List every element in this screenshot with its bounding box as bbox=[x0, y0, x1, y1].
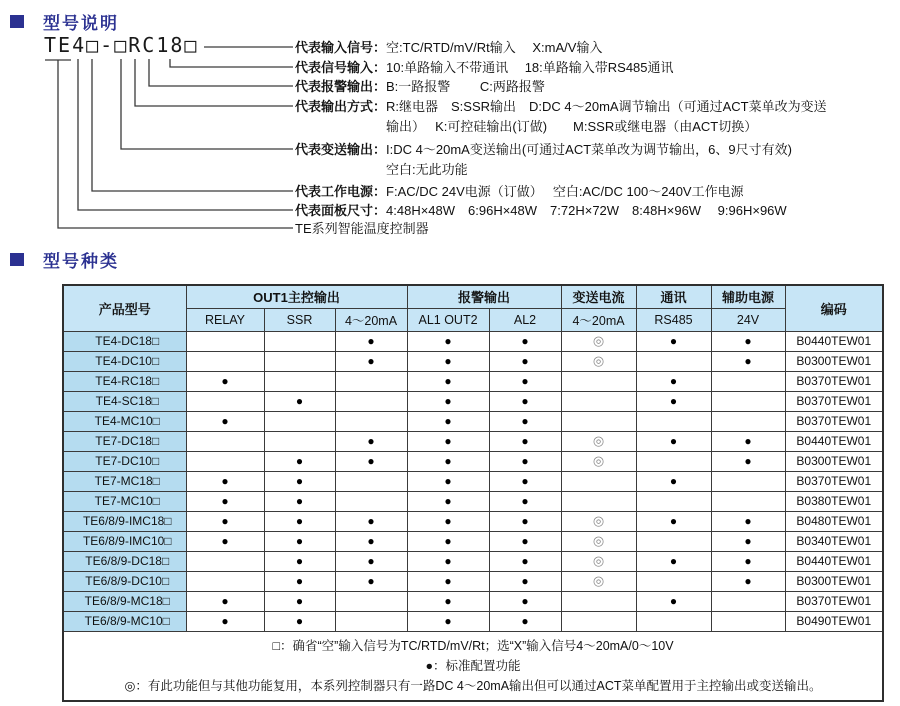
table-row bbox=[63, 591, 883, 611]
empty-cell bbox=[561, 491, 636, 511]
dot-mark: ● bbox=[335, 531, 407, 551]
code-cell: B0300TEW01 bbox=[785, 451, 883, 471]
table-row bbox=[63, 511, 883, 531]
table-row bbox=[63, 411, 883, 431]
empty-cell bbox=[264, 351, 335, 371]
empty-cell bbox=[636, 571, 711, 591]
dot-mark: ● bbox=[407, 431, 489, 451]
dot-mark: ● bbox=[711, 511, 785, 531]
model-cell: TE6/8/9-DC18□ bbox=[63, 551, 186, 571]
branch-label: 代表变送输出： bbox=[295, 142, 387, 157]
dot-mark: ● bbox=[489, 531, 561, 551]
section2-header bbox=[10, 247, 119, 272]
table-row bbox=[63, 551, 883, 571]
header-ssr: SSR bbox=[264, 308, 335, 331]
model-cell: TE4-RC18□ bbox=[63, 371, 186, 391]
dot-mark: ● bbox=[335, 331, 407, 351]
dot-mark: ● bbox=[186, 471, 264, 491]
branch-label: 代表信号输入： bbox=[295, 60, 387, 75]
model-cell: TE7-DC10□ bbox=[63, 451, 186, 471]
notes-row bbox=[63, 631, 883, 701]
empty-cell bbox=[711, 391, 785, 411]
header-alarm-group: 报警输出 bbox=[407, 285, 561, 308]
model-cell: TE4-MC10□ bbox=[63, 411, 186, 431]
dot-mark: ● bbox=[489, 331, 561, 351]
code-cell: B0480TEW01 bbox=[785, 511, 883, 531]
empty-cell bbox=[711, 411, 785, 431]
dot-mark: ● bbox=[711, 551, 785, 571]
empty-cell bbox=[335, 611, 407, 631]
dot-mark: ● bbox=[264, 511, 335, 531]
dot-mark: ● bbox=[335, 551, 407, 571]
dot-mark: ● bbox=[407, 491, 489, 511]
empty-cell bbox=[561, 611, 636, 631]
empty-cell bbox=[636, 451, 711, 471]
dot-mark: ● bbox=[711, 331, 785, 351]
empty-cell bbox=[335, 411, 407, 431]
empty-cell bbox=[186, 551, 264, 571]
empty-cell bbox=[186, 391, 264, 411]
code-cell: B0370TEW01 bbox=[785, 411, 883, 431]
dot-mark: ● bbox=[636, 371, 711, 391]
dot-mark: ● bbox=[186, 611, 264, 631]
ring-mark: ◎ bbox=[561, 551, 636, 571]
branch-row bbox=[295, 77, 545, 97]
table-row bbox=[63, 471, 883, 491]
dot-mark: ● bbox=[489, 391, 561, 411]
dot-mark: ● bbox=[711, 431, 785, 451]
branch-text: 10:单路输入不带通讯 18:单路输入带RS485通讯 bbox=[386, 60, 674, 75]
ring-mark: ◎ bbox=[561, 351, 636, 371]
dot-mark: ● bbox=[489, 611, 561, 631]
code-cell: B0300TEW01 bbox=[785, 351, 883, 371]
branch-row bbox=[295, 38, 602, 58]
dot-mark: ● bbox=[407, 511, 489, 531]
header-out1-group: OUT1主控输出 bbox=[186, 285, 407, 308]
empty-cell bbox=[264, 331, 335, 351]
dot-mark: ● bbox=[489, 511, 561, 531]
dot-mark: ● bbox=[711, 451, 785, 471]
dot-mark: ● bbox=[407, 391, 489, 411]
empty-cell bbox=[561, 591, 636, 611]
dot-mark: ● bbox=[636, 331, 711, 351]
empty-cell bbox=[636, 531, 711, 551]
tree-line-power-supply bbox=[92, 59, 293, 191]
dot-mark: ● bbox=[264, 391, 335, 411]
code-cell: B0440TEW01 bbox=[785, 431, 883, 451]
empty-cell bbox=[561, 471, 636, 491]
dot-mark: ● bbox=[407, 571, 489, 591]
empty-cell bbox=[335, 371, 407, 391]
tree-line-signal-input bbox=[170, 59, 293, 67]
dot-mark: ● bbox=[335, 351, 407, 371]
dot-mark: ● bbox=[711, 351, 785, 371]
code-cell: B0370TEW01 bbox=[785, 371, 883, 391]
dot-mark: ● bbox=[186, 531, 264, 551]
header-al2: AL2 bbox=[489, 308, 561, 331]
dot-mark: ● bbox=[264, 611, 335, 631]
model-type-table bbox=[62, 284, 884, 702]
dot-mark: ● bbox=[335, 571, 407, 591]
dot-mark: ● bbox=[407, 531, 489, 551]
table-row bbox=[63, 371, 883, 391]
header-relay: RELAY bbox=[186, 308, 264, 331]
empty-cell bbox=[264, 411, 335, 431]
header-auxpower-group: 辅助电源 bbox=[711, 285, 785, 308]
code-cell: B0370TEW01 bbox=[785, 591, 883, 611]
branch-text: 空白:无此功能 bbox=[386, 162, 468, 177]
dot-mark: ● bbox=[636, 551, 711, 571]
empty-cell bbox=[636, 611, 711, 631]
table-row bbox=[63, 331, 883, 351]
empty-cell bbox=[711, 491, 785, 511]
empty-cell bbox=[264, 431, 335, 451]
dot-mark: ● bbox=[489, 491, 561, 511]
dot-mark: ● bbox=[489, 351, 561, 371]
header-420ma-transmit: 4～20mA bbox=[561, 308, 636, 331]
model-table-body bbox=[63, 331, 883, 631]
code-cell: B0440TEW01 bbox=[785, 551, 883, 571]
dot-mark: ● bbox=[407, 551, 489, 571]
note-dot-symbol: ●：标准配置功能 bbox=[425, 658, 521, 673]
ring-mark: ◎ bbox=[561, 571, 636, 591]
square-bullet-icon bbox=[10, 253, 24, 266]
dot-mark: ● bbox=[407, 331, 489, 351]
branch-label: 代表报警输出： bbox=[295, 79, 387, 94]
empty-cell bbox=[636, 351, 711, 371]
table-row bbox=[63, 451, 883, 471]
branch-text: 输出） K:可控硅输出(订做) M:SSR或继电器（由ACT切换） bbox=[386, 119, 758, 134]
model-cell: TE4-DC10□ bbox=[63, 351, 186, 371]
ring-mark: ◎ bbox=[561, 511, 636, 531]
dot-mark: ● bbox=[264, 591, 335, 611]
table-row bbox=[63, 531, 883, 551]
model-cell: TE7-MC18□ bbox=[63, 471, 186, 491]
empty-cell bbox=[711, 371, 785, 391]
code-cell: B0340TEW01 bbox=[785, 531, 883, 551]
dot-mark: ● bbox=[407, 451, 489, 471]
model-cell: TE7-DC18□ bbox=[63, 431, 186, 451]
dot-mark: ● bbox=[264, 531, 335, 551]
dot-mark: ● bbox=[186, 371, 264, 391]
empty-cell bbox=[186, 351, 264, 371]
code-cell: B0440TEW01 bbox=[785, 331, 883, 351]
dot-mark: ● bbox=[407, 591, 489, 611]
empty-cell bbox=[186, 451, 264, 471]
empty-cell bbox=[711, 591, 785, 611]
table-row bbox=[63, 351, 883, 371]
branch-text: 空:TC/RTD/mV/Rt输入 X:mA/V输入 bbox=[386, 40, 603, 55]
dot-mark: ● bbox=[186, 591, 264, 611]
dot-mark: ● bbox=[407, 611, 489, 631]
table-row bbox=[63, 431, 883, 451]
dot-mark: ● bbox=[186, 511, 264, 531]
table-notes bbox=[63, 631, 883, 701]
dot-mark: ● bbox=[489, 571, 561, 591]
branch-text: 4:48H×48W 6:96H×48W 7:72H×72W 8:48H×96W 9:96H×96W bbox=[386, 203, 787, 218]
code-cell: B0380TEW01 bbox=[785, 491, 883, 511]
model-cell: TE6/8/9-MC18□ bbox=[63, 591, 186, 611]
dot-mark: ● bbox=[335, 431, 407, 451]
dot-mark: ● bbox=[489, 451, 561, 471]
model-cell: TE4-DC18□ bbox=[63, 331, 186, 351]
branch-label: 代表工作电源： bbox=[295, 184, 387, 199]
dot-mark: ● bbox=[489, 411, 561, 431]
dot-mark: ● bbox=[711, 531, 785, 551]
note-ring-symbol: ◎：有此功能但与其他功能复用，本系列控制器只有一路DC 4～20mA输出但可以通过ACT菜单配置用于主控输出或变送输出。 bbox=[124, 678, 822, 693]
dot-mark: ● bbox=[489, 471, 561, 491]
tree-line-series bbox=[58, 60, 293, 228]
header-al1-out2: AL1 OUT2 bbox=[407, 308, 489, 331]
header-code: 编码 bbox=[785, 285, 883, 331]
empty-cell bbox=[636, 491, 711, 511]
empty-cell bbox=[711, 471, 785, 491]
empty-cell bbox=[335, 591, 407, 611]
empty-cell bbox=[561, 371, 636, 391]
dot-mark: ● bbox=[636, 511, 711, 531]
dot-mark: ● bbox=[407, 371, 489, 391]
empty-cell bbox=[335, 391, 407, 411]
tree-line-transmit-output bbox=[121, 59, 293, 149]
dot-mark: ● bbox=[636, 471, 711, 491]
dot-mark: ● bbox=[489, 431, 561, 451]
empty-cell bbox=[264, 371, 335, 391]
branch-text: F:AC/DC 24V电源（订做） 空白:AC/DC 100～240V工作电源 bbox=[386, 184, 744, 199]
empty-cell bbox=[561, 411, 636, 431]
table-row bbox=[63, 611, 883, 631]
model-cell: TE6/8/9-IMC18□ bbox=[63, 511, 186, 531]
branch-text: B:一路报警 C:两路报警 bbox=[386, 79, 545, 94]
branch-label: 代表面板尺寸： bbox=[295, 203, 387, 218]
dot-mark: ● bbox=[636, 391, 711, 411]
ring-mark: ◎ bbox=[561, 531, 636, 551]
empty-cell bbox=[186, 571, 264, 591]
dot-mark: ● bbox=[636, 591, 711, 611]
section2-title: 型号种类 bbox=[43, 252, 119, 271]
table-row bbox=[63, 571, 883, 591]
tree-line-panel-size bbox=[78, 59, 293, 210]
empty-cell bbox=[335, 471, 407, 491]
dot-mark: ● bbox=[264, 451, 335, 471]
branch-label: 代表输出方式： bbox=[295, 99, 387, 114]
dot-mark: ● bbox=[264, 571, 335, 591]
dot-mark: ● bbox=[264, 471, 335, 491]
code-cell: B0370TEW01 bbox=[785, 471, 883, 491]
branch-row bbox=[295, 182, 744, 202]
model-code: TE4□-□RC18□ bbox=[44, 33, 199, 57]
empty-cell bbox=[186, 331, 264, 351]
section1-title: 型号说明 bbox=[43, 14, 119, 33]
code-cell: B0490TEW01 bbox=[785, 611, 883, 631]
dot-mark: ● bbox=[186, 411, 264, 431]
dot-mark: ● bbox=[489, 371, 561, 391]
ring-mark: ◎ bbox=[561, 331, 636, 351]
dot-mark: ● bbox=[407, 471, 489, 491]
code-cell: B0370TEW01 bbox=[785, 391, 883, 411]
dot-mark: ● bbox=[335, 451, 407, 471]
table-row bbox=[63, 491, 883, 511]
header-product-model: 产品型号 bbox=[63, 285, 186, 331]
empty-cell bbox=[186, 431, 264, 451]
branch-row bbox=[295, 140, 792, 180]
dot-mark: ● bbox=[711, 571, 785, 591]
tree-line-output-mode bbox=[135, 59, 293, 106]
header-comm-group: 通讯 bbox=[636, 285, 711, 308]
ring-mark: ◎ bbox=[561, 431, 636, 451]
branch-row bbox=[295, 58, 674, 78]
dot-mark: ● bbox=[186, 491, 264, 511]
branch-text: TE系列智能温度控制器 bbox=[295, 221, 429, 236]
dot-mark: ● bbox=[264, 491, 335, 511]
model-cell: TE6/8/9-IMC10□ bbox=[63, 531, 186, 551]
table-row bbox=[63, 391, 883, 411]
model-cell: TE4-SC18□ bbox=[63, 391, 186, 411]
model-cell: TE6/8/9-DC10□ bbox=[63, 571, 186, 591]
header-420ma-out1: 4～20mA bbox=[335, 308, 407, 331]
branch-text: I:DC 4～20mA变送输出(可通过ACT菜单改为调节输出，6、9尺寸有效) bbox=[386, 142, 792, 157]
ring-mark: ◎ bbox=[561, 451, 636, 471]
dot-mark: ● bbox=[264, 551, 335, 571]
dot-mark: ● bbox=[489, 591, 561, 611]
model-cell: TE7-MC10□ bbox=[63, 491, 186, 511]
dot-mark: ● bbox=[636, 431, 711, 451]
empty-cell bbox=[335, 491, 407, 511]
note-box-symbol: □：确省“空”输入信号为TC/RTD/mV/Rt；选“X”输入信号4～20mA/0～10V bbox=[272, 638, 674, 653]
empty-cell bbox=[561, 391, 636, 411]
model-cell: TE6/8/9-MC10□ bbox=[63, 611, 186, 631]
dot-mark: ● bbox=[407, 411, 489, 431]
empty-cell bbox=[636, 411, 711, 431]
code-cell: B0300TEW01 bbox=[785, 571, 883, 591]
table-header bbox=[63, 285, 883, 331]
branch-row bbox=[295, 219, 429, 239]
branch-row bbox=[295, 201, 787, 221]
header-24v: 24V bbox=[711, 308, 785, 331]
dot-mark: ● bbox=[489, 551, 561, 571]
header-rs485: RS485 bbox=[636, 308, 711, 331]
branch-label: 代表输入信号： bbox=[295, 40, 387, 55]
dot-mark: ● bbox=[335, 511, 407, 531]
empty-cell bbox=[711, 611, 785, 631]
header-transmit-group: 变送电流 bbox=[561, 285, 636, 308]
branch-text: R:继电器 S:SSR输出 D:DC 4～20mA调节输出（可通过ACT菜单改为变送 bbox=[386, 99, 827, 114]
branch-row bbox=[295, 97, 827, 137]
dot-mark: ● bbox=[407, 351, 489, 371]
